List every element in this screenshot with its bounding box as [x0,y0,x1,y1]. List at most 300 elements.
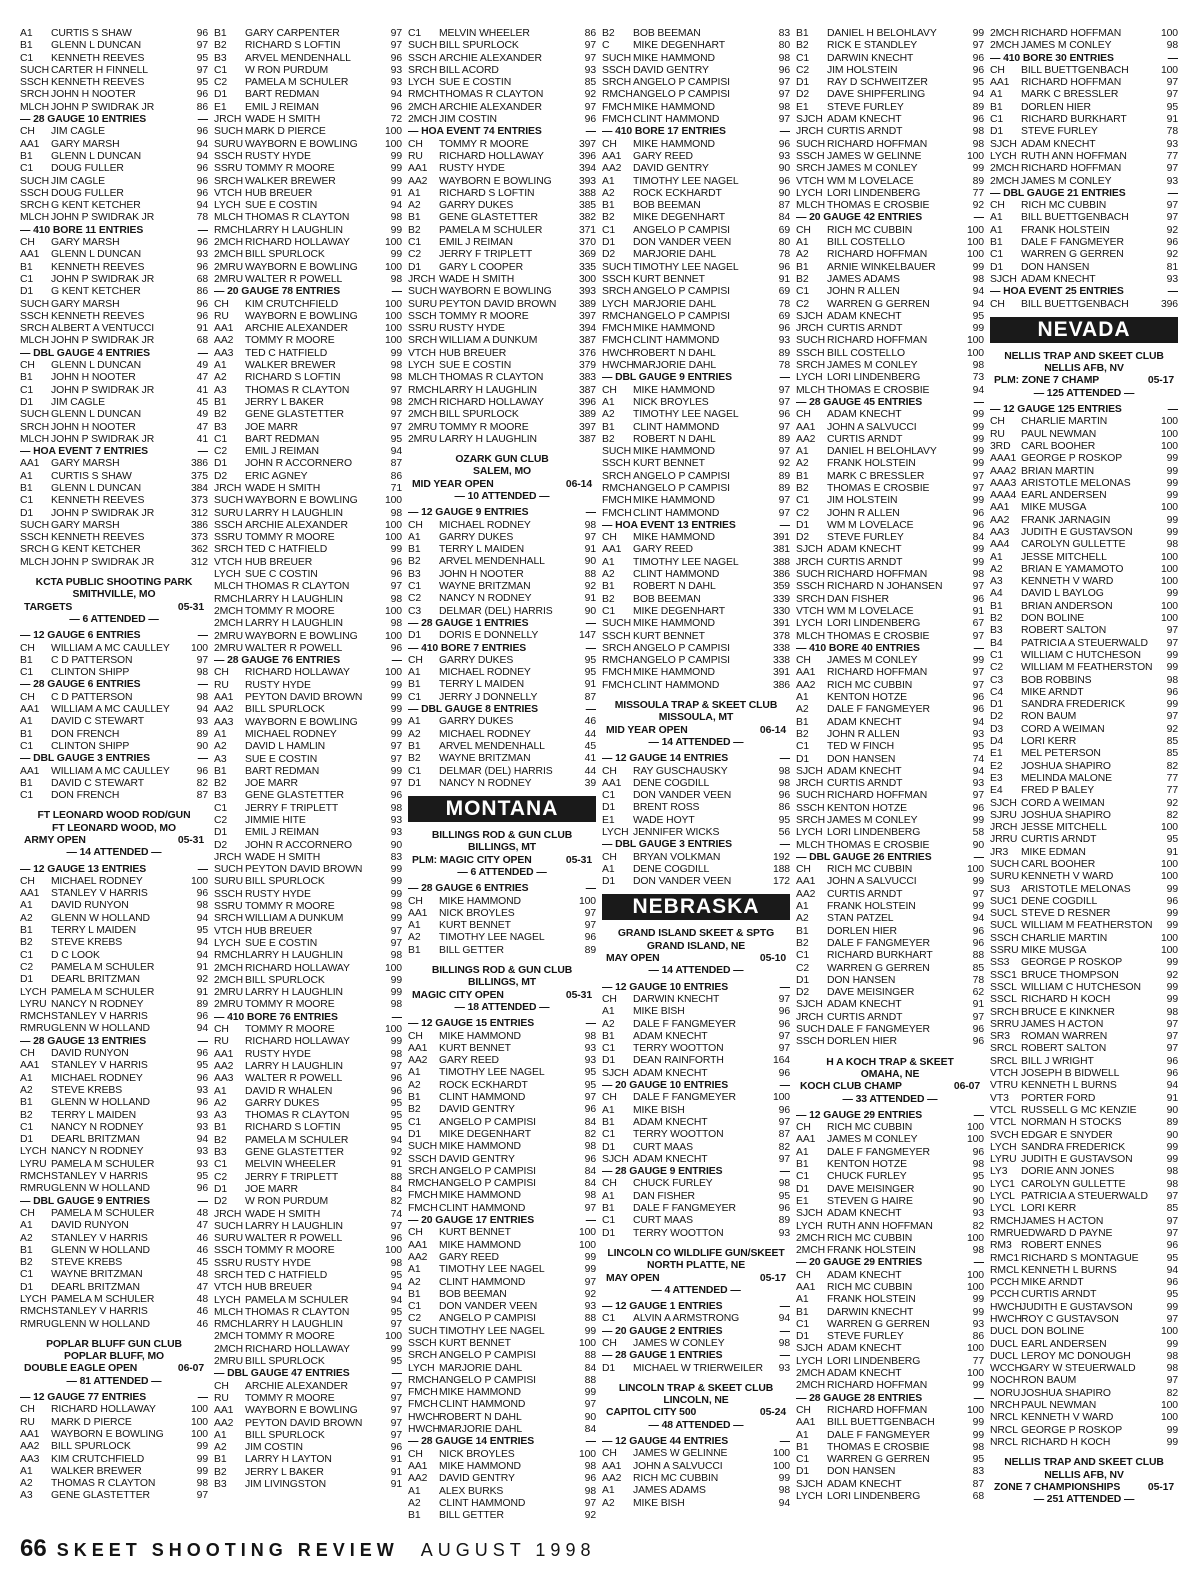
shooter-name: BILL SPURLOCK [51,1441,131,1453]
shooter-name: WAYBORN E BOWLING [439,286,552,298]
result-row [796,631,984,643]
result-row [990,908,1178,920]
score: 41 [584,753,596,765]
result-row [214,680,402,692]
shooter-name: PAUL NEWMAN [1021,1400,1097,1412]
result-row [602,471,790,483]
class-code: AA1 [20,704,40,716]
result-row [214,335,402,347]
result-row [990,1179,1178,1191]
score: 100 [1160,440,1178,452]
score: 92 [778,458,790,470]
result-row [20,1454,208,1466]
result-row [408,1055,596,1067]
class-code: MLCH [20,335,50,347]
shooter-name: BART REDMAN [245,765,320,777]
result-row [796,741,984,753]
result-row [990,748,1178,760]
score: 91 [390,187,402,199]
result-row [20,508,208,520]
class-code: C2 [408,593,422,605]
result-row [20,409,208,421]
result-row [214,803,402,815]
event-dash: — [779,519,790,531]
class-code: RMC1 [990,1252,1020,1264]
shooter-name: MICHAEL W TRIERWEILER [633,1362,763,1374]
score: 96 [972,64,984,76]
class-code: SRCH [20,421,50,433]
score: 381 [772,544,790,556]
score: 93 [196,1158,208,1170]
class-code: B3 [408,568,421,580]
shooter-name: SUE E COSTIN [245,200,318,212]
class-code: SUCH [214,126,244,138]
shooter-name: CURTIS ARNDT [827,433,903,445]
shooter-name: BRUCE E KINKNER [1021,1006,1115,1018]
class-code: A1 [214,1085,227,1097]
result-row [408,385,596,397]
meet-line [606,725,786,737]
class-code: SRCH [602,286,632,298]
result-row [214,790,402,802]
result-row [408,372,596,384]
score: 84 [584,1116,596,1128]
shooter-name: WALTER R POWELL [245,1073,343,1085]
result-row [990,102,1178,114]
shooter-name: CARL BOOHER [1021,859,1096,870]
score: 94 [196,1134,208,1146]
score: 312 [190,556,208,568]
score: 87 [196,790,208,802]
club-name: POPLAR BLUFF GUN CLUB [46,1338,182,1350]
club-location: BILLINGS, MT [467,977,537,989]
score: 100 [384,237,402,249]
result-row [20,1319,208,1331]
class-code: C1 [20,1121,34,1133]
result-row [214,1233,402,1245]
score: 99 [390,1036,402,1048]
score: 99 [972,655,984,667]
shooter-name: JOHN R ALLEN [827,507,900,519]
class-code: AA1 [408,1042,428,1054]
event-dash: — [585,1436,596,1448]
score: 99 [390,704,402,716]
class-code: A1 [408,716,421,728]
class-code: AA1 [408,163,428,175]
class-code: RMRU [20,1318,51,1330]
shooter-name: JAMES M CONLEY [1021,175,1112,187]
result-row [990,65,1178,77]
class-code: SJCH [796,1478,823,1490]
magazine-title: SKEET SHOOTING REVIEW [56,1540,399,1560]
result-row [214,1221,402,1233]
shooter-name: LARRY H LAUGHLIN [245,950,343,962]
club-location: GRAND ISLAND, NE [646,940,746,952]
shooter-name: STEVE FURLEY [1021,126,1098,138]
shooter-name: RUSTY HYDE [245,1048,311,1060]
class-code: SRCH [408,1350,438,1362]
result-row [408,1510,596,1522]
score: 99 [390,913,402,925]
score: 91 [196,986,208,998]
score: 97 [972,482,984,494]
event-header [408,883,596,895]
score: 375 [190,470,208,482]
score: 99 [972,433,984,445]
class-code: CH [602,532,617,544]
result-row [796,508,984,520]
result-row [796,1491,984,1503]
score: 97 [778,77,790,89]
result-row [408,667,596,679]
result-row [602,1142,790,1154]
result-row [20,1490,208,1502]
result-row [602,176,790,188]
score: 100 [772,1448,790,1460]
result-row [990,1400,1178,1412]
result-row [20,1282,208,1294]
class-code: JRCH [796,126,824,138]
class-code: SUCH [20,519,50,531]
class-code: SRCH [214,1269,244,1281]
score: 97 [972,470,984,482]
score: 98 [1166,40,1178,52]
class-code: A3 [214,1110,227,1122]
result-row [214,557,402,569]
shooter-name: MIKE DEGENHART [633,212,725,224]
result-row [602,360,790,372]
result-row [990,711,1178,723]
class-code: A1 [796,1294,809,1306]
result-row [602,1461,790,1473]
shooter-name: GARRY DUKES [439,716,514,728]
score: 88 [584,1350,596,1362]
shooter-name: CURTIS ARNDT [1021,834,1097,846]
class-code: AA1 [990,77,1010,89]
class-code: SJCH [796,310,823,322]
class-code: LYCH [214,1294,241,1306]
class-code: C2 [796,962,810,974]
result-row [20,987,208,999]
shooter-name: RICHARD BURKHART [827,950,933,962]
class-code: CH [20,1207,35,1219]
shooter-name: DORLEN HIER [827,925,897,937]
class-code: SSCH [990,932,1019,944]
shooter-name: HUB BREUER [245,925,313,937]
shooter-name: JIM HOLSTEIN [827,495,898,507]
class-code: AA2 [796,679,816,691]
class-code: A2 [214,1097,227,1109]
result-row [796,1466,984,1478]
result-row [408,1067,596,1079]
shooter-name: RICH MC CUBBIN [827,1122,913,1134]
result-row [408,188,596,200]
score: 93 [196,249,208,261]
class-code: SRCH [990,1006,1020,1018]
class-code: E4 [990,785,1003,797]
attendance: — 48 ATTENDED — [648,1419,744,1431]
result-row [20,520,208,532]
class-code: D1 [796,1183,810,1195]
score: 98 [778,1178,790,1190]
score: 96 [972,692,984,704]
shooter-name: JENNIFER WICKS [633,827,720,838]
score: 100 [578,1239,596,1251]
score: 96 [390,1442,402,1454]
result-row [408,1277,596,1289]
result-row [20,1171,208,1183]
result-row [602,1105,790,1117]
result-row [214,618,402,630]
result-row [602,1031,790,1043]
event-header [408,704,596,716]
shooter-name: CURTIS ARNDT [1021,1289,1097,1301]
class-code: A4 [990,588,1003,600]
class-code: B1 [408,740,421,752]
result-row [602,680,790,692]
result-row [602,532,790,544]
class-code: C1 [796,495,810,507]
meet-date: 05-31 [177,835,204,846]
result-row [602,994,790,1006]
score: 94 [196,200,208,212]
shooter-name: WARREN G GERREN [827,1454,930,1466]
result-row [20,1183,208,1195]
result-row [990,1388,1178,1400]
shooter-name: LORI KERR [1021,736,1077,748]
score: 97 [390,1319,402,1331]
result-row [990,625,1178,637]
result-row [990,884,1178,896]
score: 99 [972,1380,984,1392]
event-header [796,1393,984,1405]
class-code: A1 [602,1006,615,1018]
class-code: C1 [20,740,34,752]
class-code: D1 [214,827,228,839]
result-row [990,466,1178,478]
result-row [214,999,402,1011]
shooter-name: CLINT HAMMOND [633,114,720,126]
shooter-name: FRED P BALEY [1021,785,1095,797]
shooter-name: KENTON HOTZE [827,802,908,814]
score: 98 [390,901,402,913]
result-row [408,1092,596,1104]
result-row [20,212,208,224]
shooter-name: NICK BROYLES [633,396,709,408]
result-row [796,1196,984,1208]
shooter-name: MELINDA MALONE [1021,772,1112,784]
score: 46 [196,1244,208,1256]
score: 98 [1166,1006,1178,1018]
result-row [20,1306,208,1318]
class-code: SUCH [408,1325,438,1337]
shooter-name: NANCY N RODNEY [439,593,532,605]
event-title: — DBL GAUGE 21 ENTRIES [990,187,1126,199]
attendance: — 14 ATTENDED — [66,847,162,859]
score: 45 [196,396,208,408]
score: 100 [966,1368,984,1380]
score: 97 [778,1030,790,1042]
class-code: C1 [408,765,422,777]
shooter-name: MIKE HAMMOND [633,446,715,458]
result-row [990,1166,1178,1178]
shooter-name: JAMES H ACTON [1021,1215,1104,1227]
score: 67 [972,618,984,630]
class-code: D1 [990,126,1004,138]
shooter-name: DALE F FANGMEYER [827,937,930,949]
shooter-name: MARJORIE DAHL [439,1362,522,1374]
result-row [796,1319,984,1331]
class-code: D4 [990,736,1004,748]
result-row [214,1159,402,1171]
score: 93 [778,1362,790,1374]
result-row [20,1220,208,1232]
class-code: B3 [214,790,227,802]
event-title: — DBL GAUGE 4 ENTRIES [20,347,150,359]
club-header [412,965,592,1014]
score: 94 [196,1023,208,1035]
event-title: — DBL GAUGE 47 ENTRIES [214,1368,350,1380]
shooter-name: MICHAEL RODNEY [439,728,531,740]
shooter-name: ANGELO P CAMPISI [633,77,730,89]
score: 90 [1166,1129,1178,1141]
score: 95 [390,1110,402,1122]
class-code: AA1 [20,138,40,150]
results-column-6 [990,28,1178,1538]
shooter-name: C D PATTERSON [51,654,133,666]
score: 98 [778,777,790,789]
score: 93 [972,1208,984,1220]
score: 99 [972,409,984,421]
result-row [20,274,208,286]
score: 386 [772,679,790,691]
result-row [214,1122,402,1134]
result-row [990,1314,1178,1326]
score: 100 [384,335,402,347]
shooter-name: JIM CAGLE [51,175,105,187]
shooter-name: JOHN P SWIDRAK JR [51,556,155,568]
class-code: B1 [20,728,33,740]
score: 394 [578,323,596,335]
shooter-name: GARY REED [439,1251,499,1263]
class-code: AA1 [20,458,40,470]
class-code: D1 [408,261,422,273]
score: 100 [1160,871,1178,883]
score: 94 [390,1294,402,1306]
result-row [214,360,402,372]
class-code: AA1 [602,150,622,162]
class-code: FMCH [602,495,632,507]
score: 95 [972,1171,984,1183]
result-row [214,409,402,421]
shooter-name: GENE GLASTETTER [51,1490,150,1502]
result-row [796,446,984,458]
club-location: NORTH PLATTE, NE [646,1260,746,1272]
shooter-name: ADAM KNECHT [827,409,902,421]
score: 99 [390,728,402,740]
event-dash: — [585,617,596,629]
event-header [796,212,984,224]
score: 100 [1160,563,1178,575]
class-code: SSCH [796,150,825,162]
class-code: CH [602,1092,617,1104]
shooter-name: GENE GLASTETTER [439,212,538,224]
class-code: B2 [602,593,615,605]
shooter-name: TIMOTHY LEE NAGEL [633,261,739,273]
class-code: C1 [796,950,810,962]
class-code: SRRU [990,1018,1020,1030]
result-row [20,163,208,175]
shooter-name: KURT BENNET [439,1227,511,1239]
shooter-name: TED C HATFIELD [245,544,328,556]
shooter-name: JERRY F TRIPLETT [439,249,533,261]
shooter-name: RON BAUM [1021,1375,1077,1387]
result-row [990,262,1178,274]
score: 92 [584,1510,596,1522]
class-code: D1 [602,1055,616,1067]
score: 96 [778,1203,790,1215]
shooter-name: BILL J WRIGHT [1021,1055,1094,1067]
result-row [214,532,402,544]
score: 97 [390,778,402,790]
shooter-name: RICHARD H KOCH [1021,1436,1111,1448]
class-code: SSRU [214,901,243,913]
shooter-name: BOB BEEMAN [633,593,701,605]
result-row [20,102,208,114]
result-row [602,1498,790,1510]
meet-name: MAY OPEN [606,1272,660,1284]
result-row [796,458,984,470]
class-code: B1 [990,600,1003,612]
result-row [20,999,208,1011]
class-code: A1 [990,89,1003,101]
result-row [990,40,1178,52]
class-code: SSRU [214,532,243,544]
result-row [990,1375,1178,1387]
result-row [990,429,1178,441]
class-code: E1 [602,814,615,826]
score: 77 [972,187,984,199]
shooter-name: NORMAN H STOCKS [1021,1117,1122,1129]
event-title: — 20 GAUGE 17 ENTRIES [408,1215,535,1227]
result-row [214,89,402,101]
result-row [408,1141,596,1153]
class-code: B1 [602,1203,615,1215]
event-dash: — [391,1368,402,1380]
result-row [602,778,790,790]
result-row [20,385,208,397]
score: 97 [390,1060,402,1072]
score: 97 [972,1011,984,1023]
shooter-name: BOB ROBBINS [1021,674,1092,686]
score: 97 [778,1153,790,1165]
result-row [796,372,984,384]
score: 97 [778,993,790,1005]
shooter-name: GLENN L DUNCAN [51,150,142,162]
class-code: SJCH [602,1067,629,1079]
score: 98 [972,569,984,581]
class-code: AA1 [796,1281,816,1293]
score: 100 [966,237,984,249]
score: 100 [966,1232,984,1244]
shooter-name: CLINTON SHIPP [51,740,130,752]
result-row [796,139,984,151]
score: 83 [972,1466,984,1478]
club-location: POPLAR BLUFF, MO [64,1351,164,1363]
result-row [214,1135,402,1147]
score: 96 [584,1104,596,1116]
shooter-name: ARVEL MENDENHALL [439,556,545,568]
